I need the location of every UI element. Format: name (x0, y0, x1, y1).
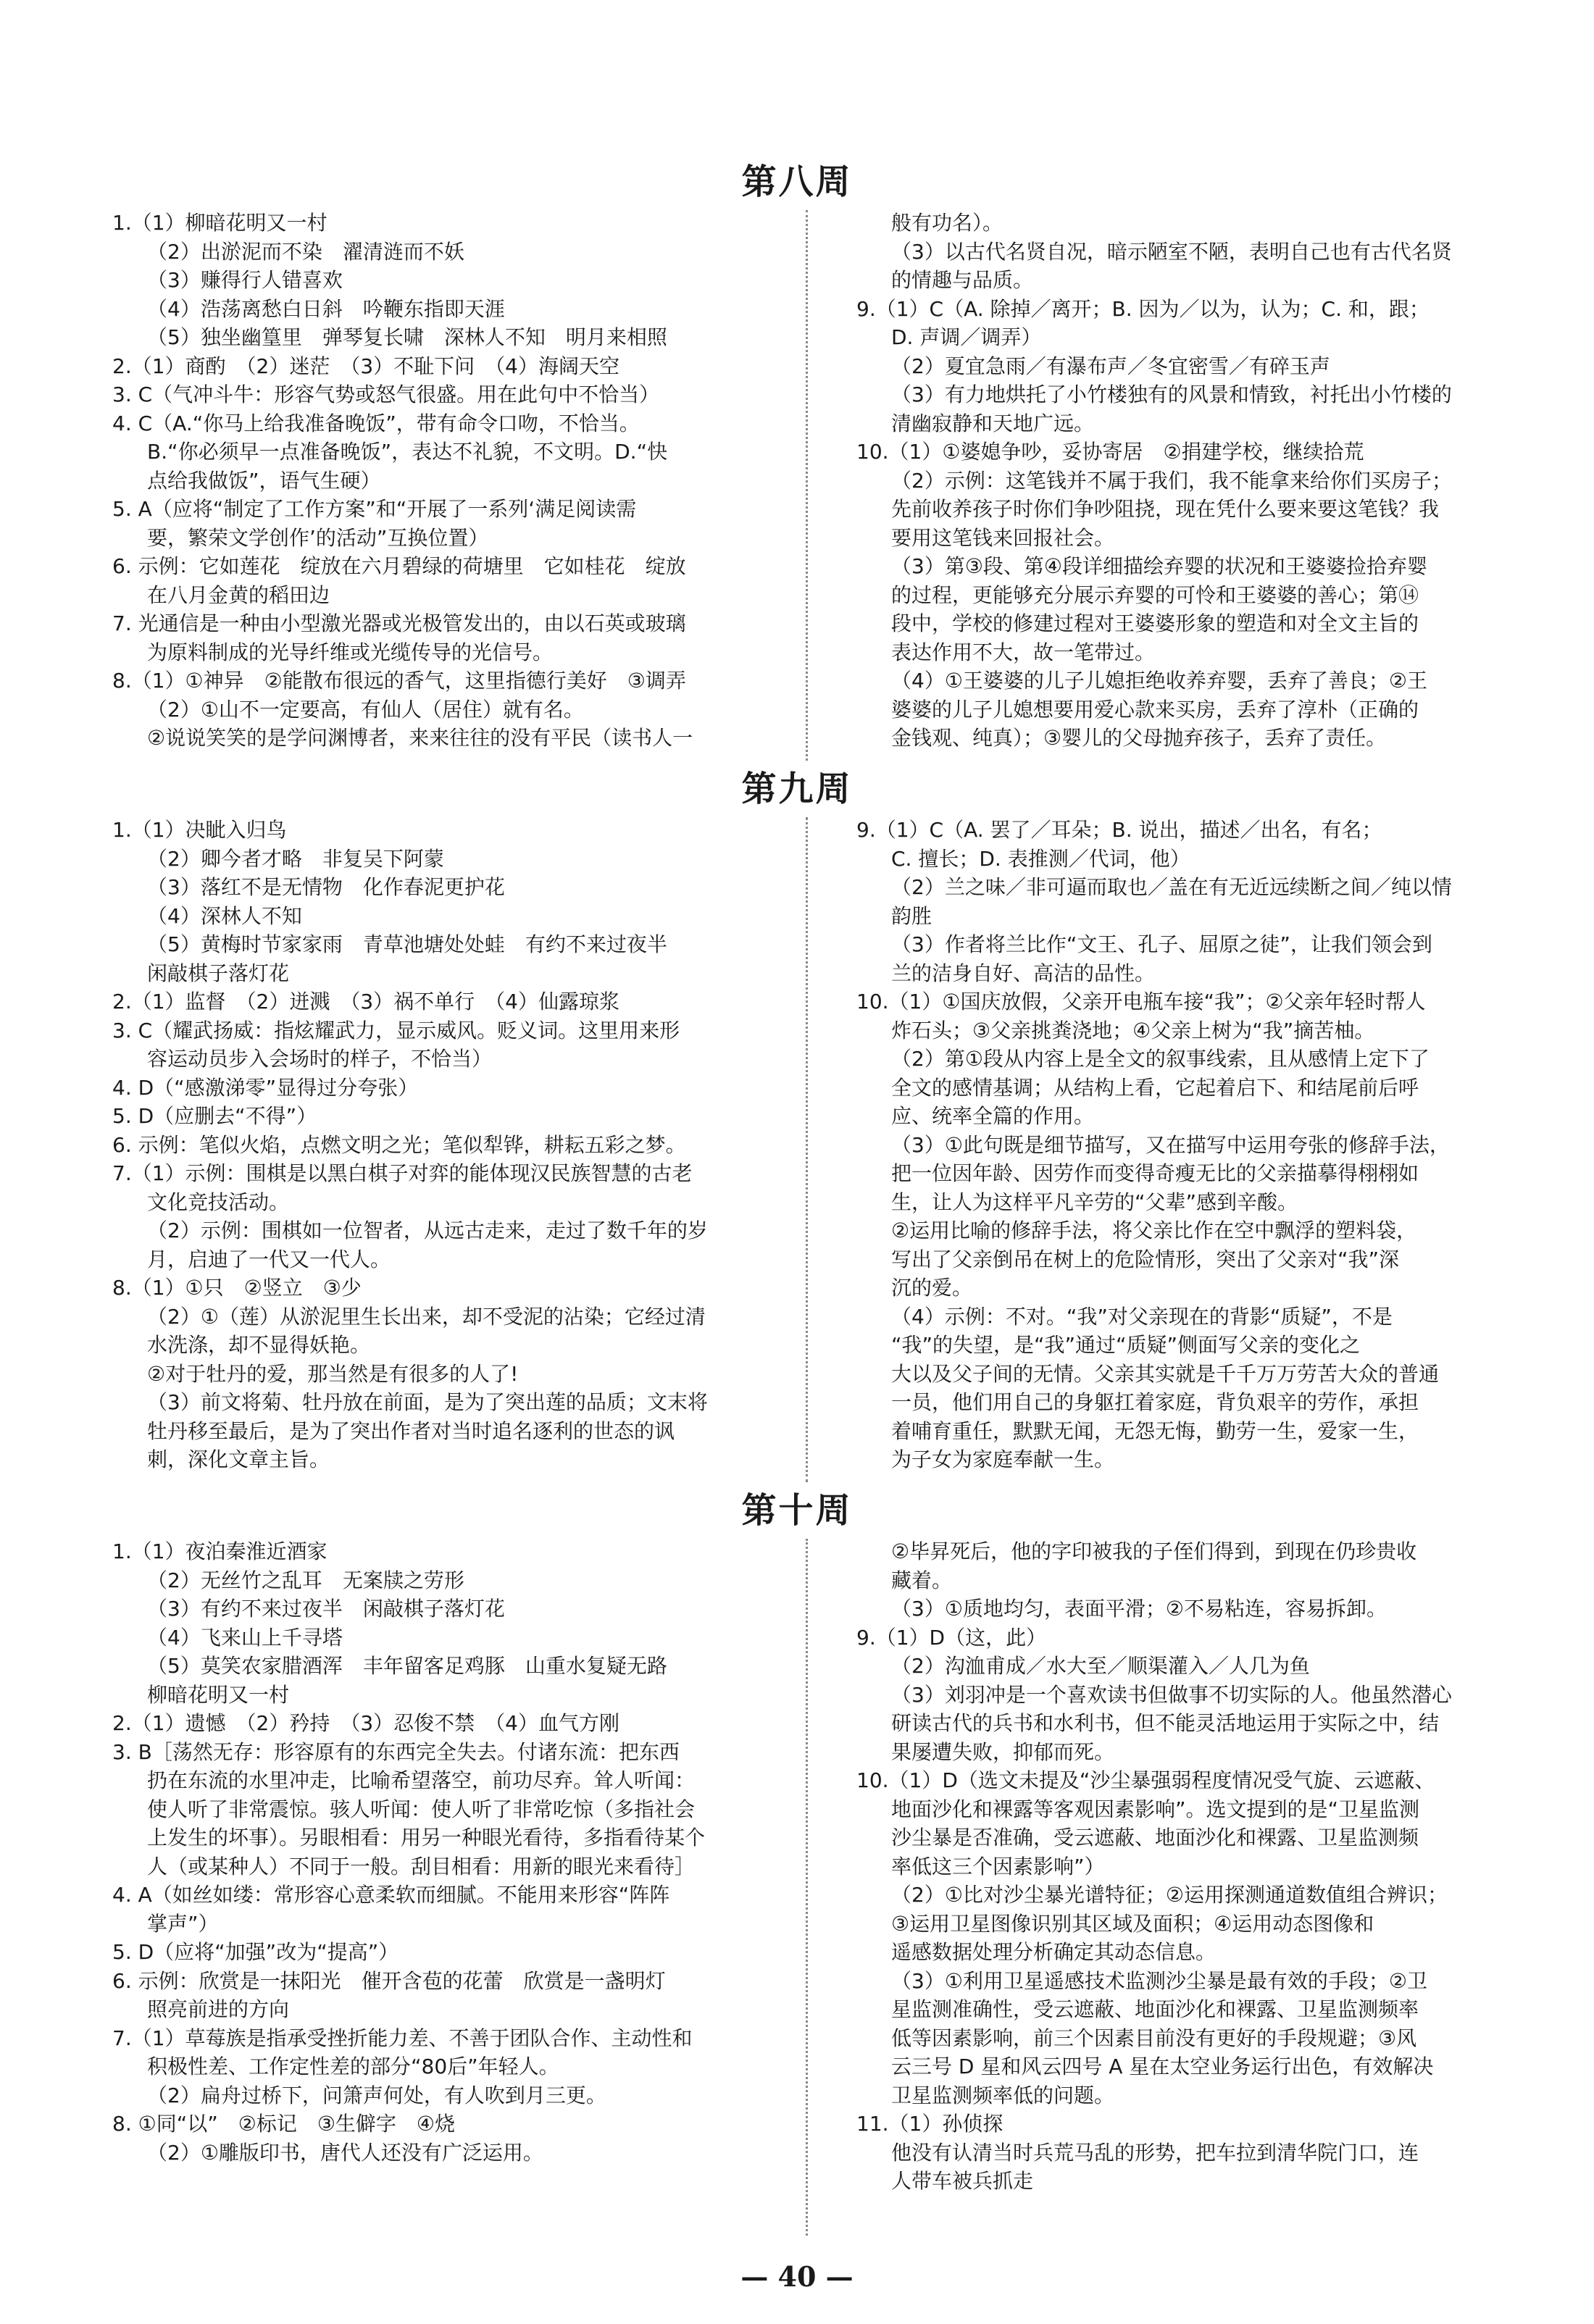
answer-line: ②对于牡丹的爱，那当然是有很多的人了! (147, 1361, 519, 1386)
answer-line: （3）刘羽冲是一个喜欢读书但做事不切实际的人。他虽然潜心 (891, 1682, 1452, 1707)
answer-line: （3）赚得行人错喜欢 (147, 268, 343, 292)
answer-line: 果屡遭失败，抑郁而死。 (891, 1739, 1115, 1764)
answer-line: 研读古代的兵书和水利书，但不能灵活地运用于实际之中，结 (891, 1711, 1440, 1735)
answer-line: 1.（1）决眦入归鸟 (112, 818, 287, 842)
week-10-left-column (112, 1537, 790, 2167)
answer-line: 为子女为家庭奉献一生。 (891, 1447, 1115, 1471)
week-title: 第九周 (741, 769, 853, 809)
answer-line: 柳暗花明又一村 (147, 1682, 290, 1707)
answer-line: 4. C（A.“你马上给我准备晚饭”，带有命令口吻，不恰当。 (112, 411, 640, 435)
answer-line: （2）扁舟过桥下，问箫声何处，有人吹到月三更。 (147, 2083, 606, 2107)
answer-line: 掌声”） (147, 1911, 219, 1936)
answer-line: 2.（1）遗憾 （2）矜持 （3）忍俊不禁 （4）血气方刚 (112, 1711, 619, 1735)
answer-line: ②运用比喻的修辞手法，将父亲比作在空中飘浮的塑料袋， (891, 1219, 1417, 1242)
week-10-right-column (856, 1537, 1534, 2196)
answer-line: （4）示例：不对。“我”对父亲现在的背影“质疑”，不是 (891, 1304, 1393, 1329)
answer-line: 8. ①同“以” ②标记 ③生僻字 ④烧 (112, 2112, 456, 2136)
answer-line: 闲敲棋子落灯花 (147, 961, 290, 985)
answer-line: 2.（1）商酌 （2）迷茫 （3）不耻下问 （4）海阔天空 (112, 354, 619, 378)
answer-line: 6. 示例：它如莲花 绽放在六月碧绿的荷塘里 它如桂花 绽放 (112, 554, 686, 578)
answer-line: 8.（1）①神异 ②能散布很远的香气，这里指德行美好 ③调弄 (112, 669, 686, 693)
answer-line: 4. D（“感激涕零”显得过分夸张） (112, 1075, 419, 1100)
answer-line: 金钱观、纯真）；③婴儿的父母抛弃孩子，丢弃了责任。 (891, 726, 1387, 750)
week-8-left-column (112, 209, 790, 753)
answer-line: 5. A（应将“制定了工作方案”和“开展了一系列‘满足阅读需 (112, 497, 637, 521)
answer-line: 3. B［荡然无存：形容原有的东西完全失去。付诸东流：把东西 (112, 1739, 680, 1764)
answer-line: （2）无丝竹之乱耳 无案牍之劳形 (147, 1568, 464, 1592)
answer-line: （5）独坐幽篁里 弹琴复长啸 深林人不知 明月来相照 (147, 325, 667, 349)
answer-line: （2）①山不一定要高，有仙人（居住）就有名。 (147, 697, 584, 722)
column-divider (806, 210, 808, 761)
answer-line: 婆婆的儿子儿媳想要用爱心款来买房，丢弃了淳朴（正确的 (891, 697, 1419, 722)
answer-line: 6. 示例：笔似火焰，点燃文明之光；笔似犁铧，耕耘五彩之梦。 (112, 1132, 686, 1157)
answer-line: 云三号 D 星和风云四号 A 星在太空业务运行出色，有效解决 (891, 2055, 1434, 2078)
answer-line: ②说说笑笑的是学问渊博者，来来往往的没有平民（读书人一 (147, 726, 693, 750)
answer-line: 7.（1）草莓族是指承受挫折能力差、不善于团队合作、主动性和 (112, 2026, 693, 2050)
answer-line: （3）前文将菊、牡丹放在前面，是为了突出莲的品质；文末将 (147, 1390, 708, 1414)
answer-line: 2.（1）监督 （2）迸溅 （3）祸不单行 （4）仙露琼浆 (112, 990, 619, 1013)
answer-line: （4）①王婆婆的儿子儿媳拒绝收养弃婴，丢弃了善良；②王 (891, 669, 1428, 693)
answer-line: B.“你必须早一点准备晚饭”，表达不礼貌，不文明。D.“快 (147, 440, 668, 464)
answer-line: 要用这笔钱来回报社会。 (891, 525, 1115, 550)
answer-line: 全文的感情基调；从结构上看，它起着启下、和结尾前后呼 (891, 1075, 1419, 1100)
answer-line: （3）有约不来过夜半 闲敲棋子落灯花 (147, 1597, 505, 1621)
answer-line: 炸石头；③父亲挑粪浇地；④父亲上树为“我”摘苦柚。 (891, 1018, 1375, 1042)
answer-line: 1.（1）柳暗花明又一村 (112, 211, 327, 235)
answer-line: 照亮前进的方向 (147, 1997, 290, 2021)
answer-line: 沙尘暴是否准确，受云遮蔽、地面沙化和裸露、卫星监测频 (891, 1826, 1419, 1849)
column-divider (806, 1539, 808, 2236)
answer-line: （2）兰之味／非可逼而取也／盖在有无近远续断之间／纯以情 (891, 875, 1452, 899)
answer-line: 积极性差、工作定性差的部分“80后”年轻人。 (147, 2055, 559, 2078)
answer-line: （4）深林人不知 (147, 903, 302, 928)
week-title: 第十周 (741, 1490, 853, 1531)
answer-line: 1.（1）夜泊秦淮近酒家 (112, 1539, 327, 1563)
answer-line: 10.（1）①国庆放假，父亲开电瓶车接“我”；②父亲年轻时帮人 (856, 990, 1426, 1013)
answer-line: 9.（1）C（A. 罢了／耳朵；B. 说出，描述／出名，有名； (856, 818, 1382, 842)
answer-line: 生，让人为这样平凡辛劳的“父辈”感到辛酸。 (891, 1190, 1298, 1214)
answer-line: 率低这三个因素影响”） (891, 1854, 1105, 1878)
answer-line: 沉的爱。 (891, 1276, 973, 1300)
answer-line: 的过程，更能够充分展示弃婴的可怜和王婆婆的善心；第⑭ (891, 582, 1419, 607)
answer-line: 把一位因年龄、因劳作而变得奇瘦无比的父亲描摹得栩栩如 (891, 1161, 1419, 1185)
answer-line: 文化竞技活动。 (147, 1190, 290, 1214)
answer-line: 他没有认清当时兵荒马乱的形势，把车拉到清华院门口，连 (891, 2140, 1419, 2165)
answer-line: （5）黄梅时节家家雨 青草池塘处处蛙 有约不来过夜半 (147, 932, 667, 956)
answer-line: 10.（1）D（选文未提及“沙尘暴强弱程度情况受气旋、云遮蔽、 (856, 1768, 1435, 1792)
answer-line: （2）①（莲）从淤泥里生长出来，却不受泥的沾染；它经过清 (147, 1304, 706, 1329)
answer-line: 8.（1）①只 ②竖立 ③少 (112, 1276, 362, 1300)
answer-line: （3）①此句既是细节描写，又在描写中运用夸张的修辞手法， (891, 1132, 1450, 1157)
answer-line: 4. A（如丝如缕：常形容心意柔软而细腻。不能用来形容“阵阵 (112, 1883, 670, 1907)
answer-line: 点给我做饭”，语气生硬） (147, 468, 381, 493)
answer-line: （3）以古代名贤自况，暗示陋室不陋，表明自己也有古代名贤 (891, 239, 1452, 264)
page-number: — 40 — (740, 2260, 854, 2293)
answer-line: 11.（1）孙侦探 (856, 2112, 1003, 2136)
answer-line: 写出了父亲倒吊在树上的危险情形，突出了父亲对“我”深 (891, 1247, 1400, 1271)
answer-line: 兰的洁身自好、高洁的品性。 (891, 961, 1156, 985)
answer-line: 使人听了非常震惊。骇人听闻：使人听了非常吃惊（多指社会 (147, 1797, 696, 1821)
answer-line: 韵胜 (891, 903, 932, 928)
answer-line: （3）第③段、第④段详细描绘弃婴的状况和王婆婆捡拾弃婴 (891, 554, 1428, 578)
answer-line: 扔在东流的水里冲走，比喻希望落空，前功尽弃。耸人听闻： (147, 1768, 696, 1792)
answer-line: 段中，学校的修建过程对王婆婆形象的塑造和对全文主旨的 (891, 611, 1419, 635)
answer-line: 人带车被兵抓走 (891, 2169, 1034, 2193)
week-9-left-column (112, 816, 790, 1474)
week-title: 第八周 (741, 162, 853, 202)
answer-line: 般有功名）。 (891, 211, 1003, 235)
answer-line: 9.（1）D（这，此） (856, 1625, 1047, 1650)
answer-line: 清幽寂静和天地广远。 (891, 411, 1095, 435)
answer-line: （2）卿今者才略 非复吴下阿蒙 (147, 846, 444, 871)
answer-line: （5）莫笑农家腊酒浑 丰年留客足鸡豚 山重水复疑无路 (147, 1654, 667, 1678)
answer-line: 为原料制成的光导纤维或光缆传导的光信号。 (147, 640, 554, 664)
answer-line: ②毕昇死后，他的字印被我的子侄们得到，到现在仍珍贵收 (891, 1539, 1417, 1563)
answer-line: （2）第①段从内容上是全文的叙事线索，且从感情上定下了 (891, 1047, 1430, 1071)
answer-line: （2）示例：这笔钱并不属于我们，我不能拿来给你们买房子； (891, 468, 1452, 493)
answer-line: 月，启迪了一代又一代人。 (147, 1247, 391, 1271)
answer-line: 牡丹移至最后，是为了突出作者对当时追名逐利的世态的讽 (147, 1418, 675, 1443)
answer-line: 藏着。 (891, 1568, 953, 1592)
week-9-right-column (856, 816, 1534, 1474)
answer-line: 10.（1）①婆媳争吵，妥协寄居 ②捐建学校，继续拾荒 (856, 440, 1364, 464)
answer-line: 水洗涤，却不显得妖艳。 (147, 1333, 371, 1357)
answer-line: （4）飞来山上千寻塔 (147, 1625, 343, 1650)
answer-line: 7. 光通信是一种由小型激光器或光极管发出的，由以石英或玻璃 (112, 611, 686, 635)
answer-line: 刺，深化文章主旨。 (147, 1447, 330, 1471)
answer-line: 容运动员步入会场时的样子，不恰当） (147, 1047, 493, 1071)
answer-line: （2）沟洫甫成／水大至／顺渠灌入／人几为鱼 (891, 1654, 1310, 1678)
answer-line: D. 声调／调弄） (891, 325, 1042, 349)
answer-line: 3. C（气冲斗牛：形容气势或怒气很盛。用在此句中不恰当） (112, 383, 660, 406)
answer-line: 5. D（应将“加强”改为“提高”） (112, 1940, 399, 1964)
answer-line: 人（或某种人）不同于一般。刮目相看：用新的眼光来看待］ (147, 1854, 696, 1878)
answer-line: （2）示例：围棋如一位智者，从远古走来，走过了数千年的岁 (147, 1219, 708, 1242)
answer-line: 7.（1）示例：围棋是以黑白棋子对弈的能体现汉民族智慧的古老 (112, 1161, 693, 1185)
answer-line: 9.（1）C（A. 除掉／离开；B. 因为／以为，认为；C. 和，跟； (856, 296, 1430, 321)
answer-line: 卫星监测频率低的问题。 (891, 2083, 1115, 2107)
answer-line: C. 擅长；D. 表推测／代词，他） (891, 846, 1190, 871)
answer-line: （4）浩荡离愁白日斜 吟鞭东指即天涯 (147, 296, 505, 321)
answer-line: 表达作用不大，故一笔带过。 (891, 640, 1156, 664)
answer-line: 在八月金黄的稻田边 (147, 582, 330, 607)
answer-line: （2）①比对沙尘暴光谱特征；②运用探测通道数值组合辨识； (891, 1883, 1448, 1907)
answer-line: ③运用卫星图像识别其区域及面积；④运用动态图像和 (891, 1911, 1374, 1936)
answer-line: 一员，他们用自己的身躯扛着家庭，背负艰辛的劳作，承担 (891, 1390, 1419, 1414)
answer-line: 上发生的坏事）。另眼相看：用另一种眼光看待，多指看待某个 (147, 1826, 706, 1849)
answer-line: 地面沙化和裸露等客观因素影响”。选文提到的是“卫星监测 (891, 1797, 1420, 1821)
answer-line: （3）作者将兰比作“文王、孔子、屈原之徒”，让我们领会到 (891, 932, 1432, 956)
answer-line: 要，繁荣文学创作’的活动”互换位置） (147, 525, 489, 550)
answer-line: 低等因素影响，前三个因素目前没有更好的手段规避；③风 (891, 2026, 1417, 2050)
answer-line: 6. 示例：欣赏是一抹阳光 催开含苞的花蕾 欣赏是一盏明灯 (112, 1968, 666, 1993)
answer-line: （3）有力地烘托了小竹楼独有的风景和情致，衬托出小竹楼的 (891, 383, 1452, 406)
answer-line: 先前收养孩子时你们争吵阻挠，现在凭什么要来要这笔钱？我 (891, 497, 1440, 521)
column-divider (806, 817, 808, 1482)
answer-line: “我”的失望，是“我”通过“质疑”侧面写父亲的变化之 (891, 1333, 1361, 1357)
answer-line: （3）落红不是无情物 化作春泥更护花 (147, 875, 505, 899)
answer-line: （2）①雕版印书，唐代人还没有广泛运用。 (147, 2140, 543, 2165)
answer-line: 3. C（耀武扬威：指炫耀武力，显示威风。贬义词。这里用来形 (112, 1018, 680, 1042)
answer-line: （3）①质地均匀，表面平滑；②不易粘连，容易拆卸。 (891, 1597, 1388, 1621)
week-8-right-column (856, 209, 1534, 753)
answer-line: 大以及父子间的无情。父亲其实就是千千万万劳苦大众的普通 (891, 1361, 1440, 1386)
answer-line: （2）出淤泥而不染 濯清涟而不妖 (147, 239, 464, 264)
answer-line: 应、统率全篇的作用。 (891, 1104, 1095, 1128)
answer-line: 着哺育重任，默默无闻，无怨无悔，勤劳一生，爱家一生， (891, 1418, 1419, 1443)
answer-line: （2）夏宜急雨／有瀑布声／冬宜密雪／有碎玉声 (891, 354, 1330, 378)
answer-line: 5. D（应删去“不得”） (112, 1104, 317, 1128)
answer-line: 星监测准确性，受云遮蔽、地面沙化和裸露、卫星监测频率 (891, 1997, 1419, 2021)
answer-line: （3）①利用卫星遥感技术监测沙尘暴是最有效的手段；②卫 (891, 1968, 1428, 1993)
answer-line: 的情趣与品质。 (891, 268, 1034, 292)
answer-line: 遥感数据处理分析确定其动态信息。 (891, 1940, 1217, 1964)
